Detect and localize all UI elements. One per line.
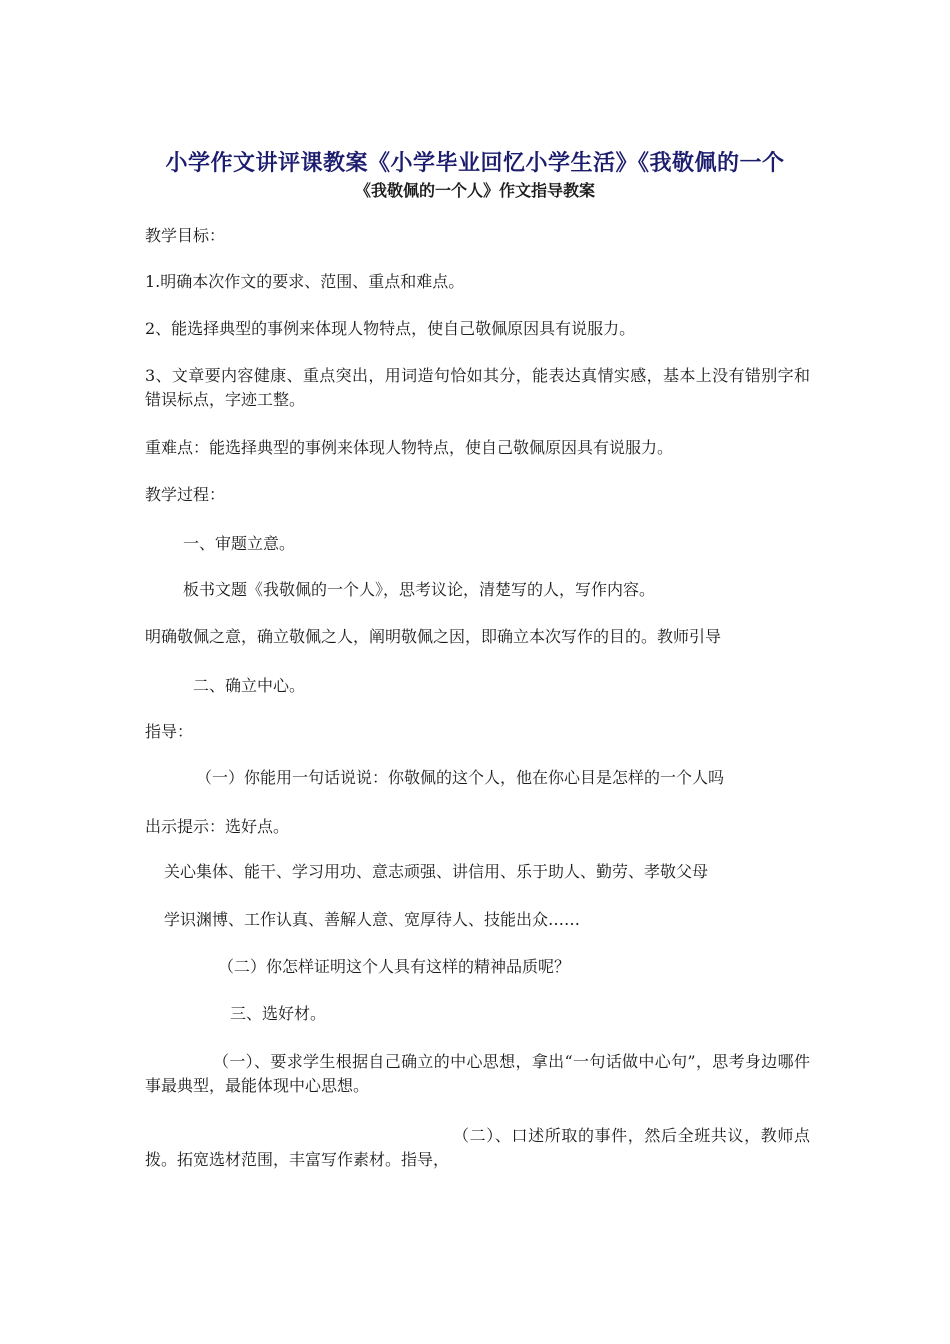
guide-question-1: （一）你能用一句话说说：你敬佩的这个人，他在你心目是怎样的一个人吗: [196, 768, 725, 787]
guide-question-2: （二）你怎样证明这个人具有这样的精神品质呢？: [218, 957, 571, 976]
traits-line-1: 关心集体、能干、学习用功、意志顽强、讲信用、乐于助人、勤劳、孝敬父母: [164, 862, 709, 881]
hint: 出示提示：选好点。: [145, 817, 290, 836]
material-1: （一）、要求学生根据自己确立的中心思想，拿出“一句话做中心句”，思考身边哪件事最典型，最能体现中心思想。: [145, 1052, 810, 1095]
document-subtitle: 《我敬佩的一个人》作文指导教案: [354, 181, 595, 200]
document-title: 小学作文讲评课教案《小学毕业回忆小学生活》《我敬佩的一个: [165, 151, 785, 176]
step-1-board: 板书文题《我敬佩的一个人》，思考议论，清楚写的人，写作内容。: [183, 580, 656, 599]
guide-label: 指导：: [145, 722, 194, 741]
goals-heading: 教学目标：: [145, 226, 226, 245]
key-points: 重难点：能选择典型的事例来体现人物特点，使自己敬佩原因具有说服力。: [145, 438, 674, 457]
goal-1: 1.明确本次作文的要求、范围、重点和难点。: [145, 272, 465, 291]
step-3-heading: 三、选好材。: [230, 1004, 327, 1023]
process-heading: 教学过程：: [145, 485, 226, 504]
material-2: （二）、口述所取的事件，然后全班共议，教师点拨。拓宽选材范围，丰富写作素材。指导，: [145, 1126, 810, 1169]
step-1-heading: 一、审题立意。: [183, 534, 296, 553]
goal-2: 2、能选择典型的事例来体现人物特点，使自己敬佩原因具有说服力。: [145, 319, 636, 338]
traits-line-2: 学识渊博、工作认真、善解人意、宽厚待人、技能出众……: [164, 910, 581, 929]
step-2-heading: 二、确立中心。: [193, 676, 306, 695]
goal-3: 3、文章要内容健康、重点突出，用词造句恰如其分，能表达真情实感，基本上没有错别字和错误标点，字迹工整。: [145, 366, 810, 409]
step-1-clarify: 明确敬佩之意，确立敬佩之人，阐明敬佩之因，即确立本次写作的目的。教师引导: [145, 627, 722, 646]
